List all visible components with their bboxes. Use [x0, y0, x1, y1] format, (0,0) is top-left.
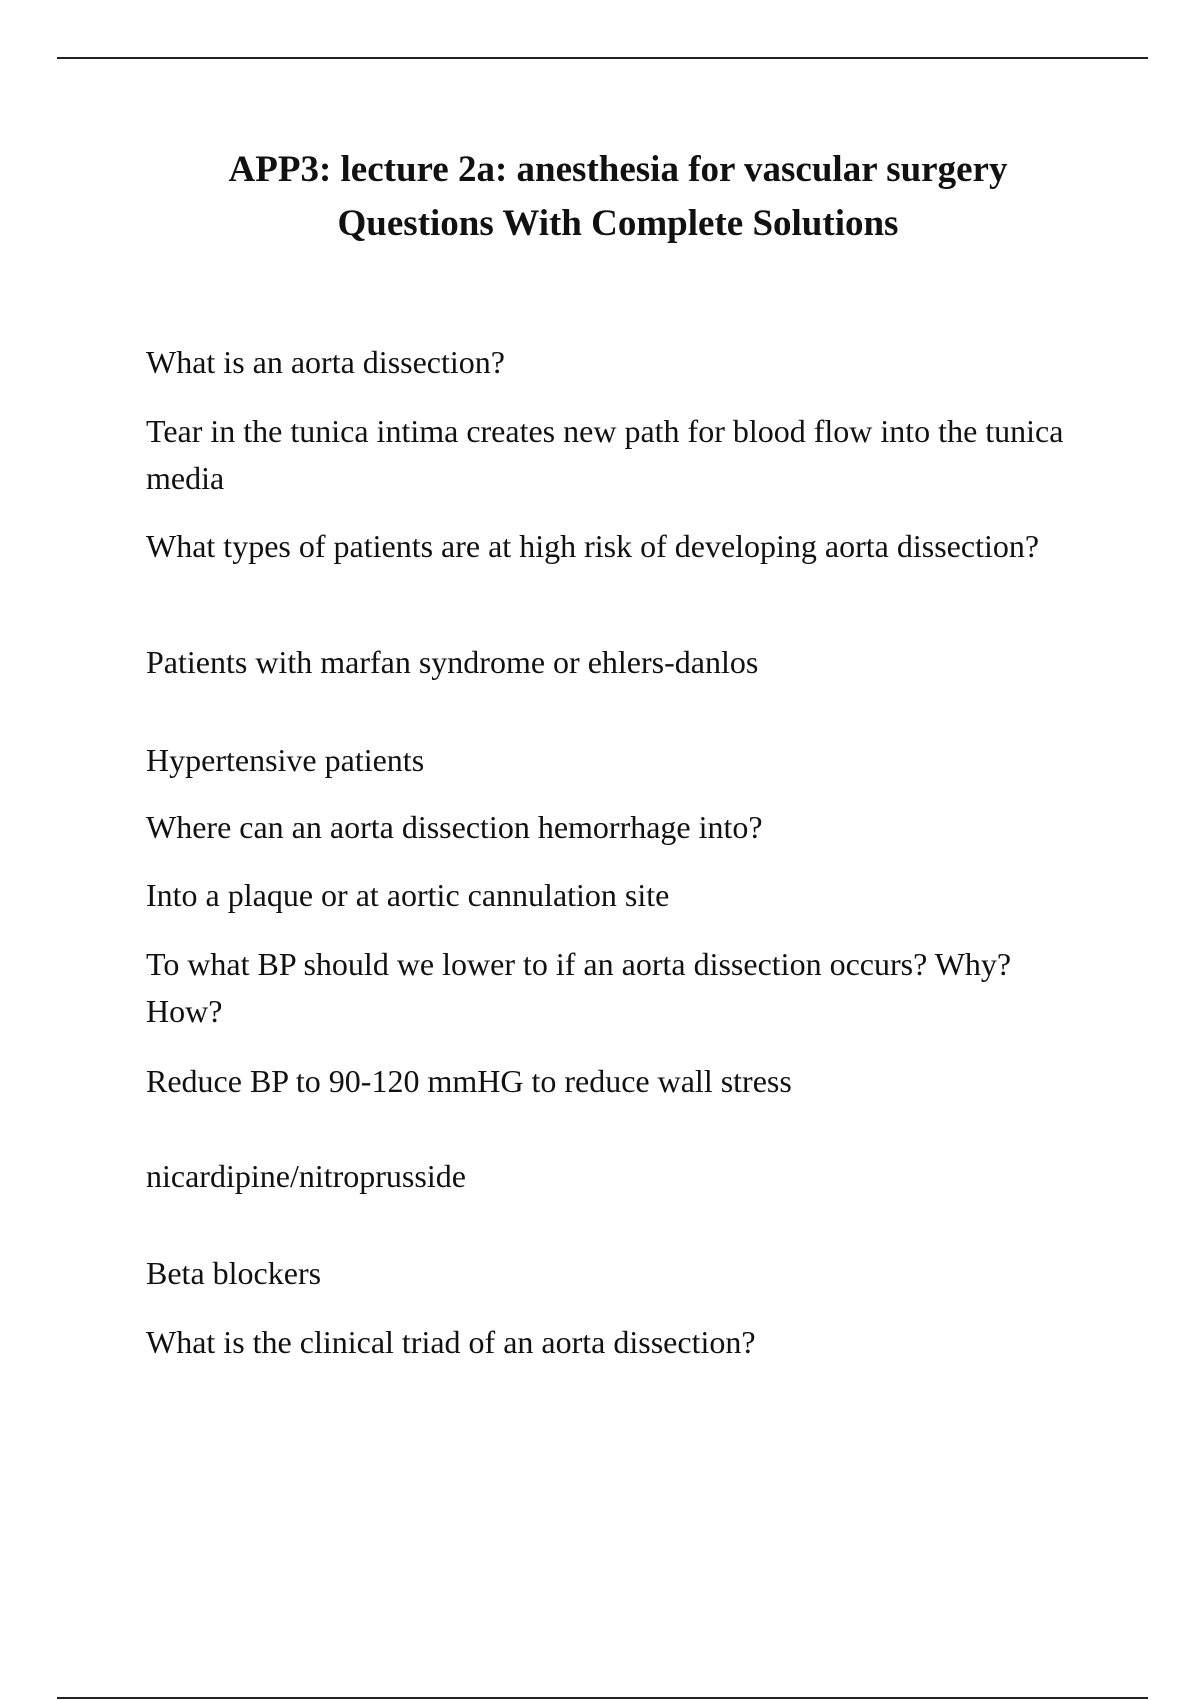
title-line-1: APP3: lecture 2a: anesthesia for vascular surgery: [228, 149, 1008, 190]
top-rule: [57, 57, 1148, 59]
question: What types of patients are at high risk of developing aorta dissection?: [146, 528, 1040, 564]
question: What is an aorta dissection?: [146, 344, 505, 380]
answer: Hypertensive patients: [146, 742, 425, 778]
document-title: [0, 143, 1200, 251]
answer: Beta blockers: [146, 1255, 322, 1291]
question: To what BP should we lower to if an aorta dissection occurs? Why? How?: [146, 946, 1012, 1029]
question: What is the clinical triad of an aorta dissection?: [146, 1324, 756, 1360]
answer: Tear in the tunica intima creates new path for blood flow into the tunica media: [146, 413, 1064, 496]
answer: nicardipine/nitroprusside: [146, 1158, 466, 1194]
bottom-rule: [57, 1697, 1148, 1699]
answer: Into a plaque or at aortic cannulation site: [146, 877, 670, 913]
answer: Reduce BP to 90-120 mmHG to reduce wall stress: [146, 1063, 792, 1099]
answer: Patients with marfan syndrome or ehlers-danlos: [146, 644, 759, 680]
question: Where can an aorta dissection hemorrhage into?: [146, 809, 763, 845]
title-line-2: Questions With Complete Solutions: [337, 203, 899, 244]
